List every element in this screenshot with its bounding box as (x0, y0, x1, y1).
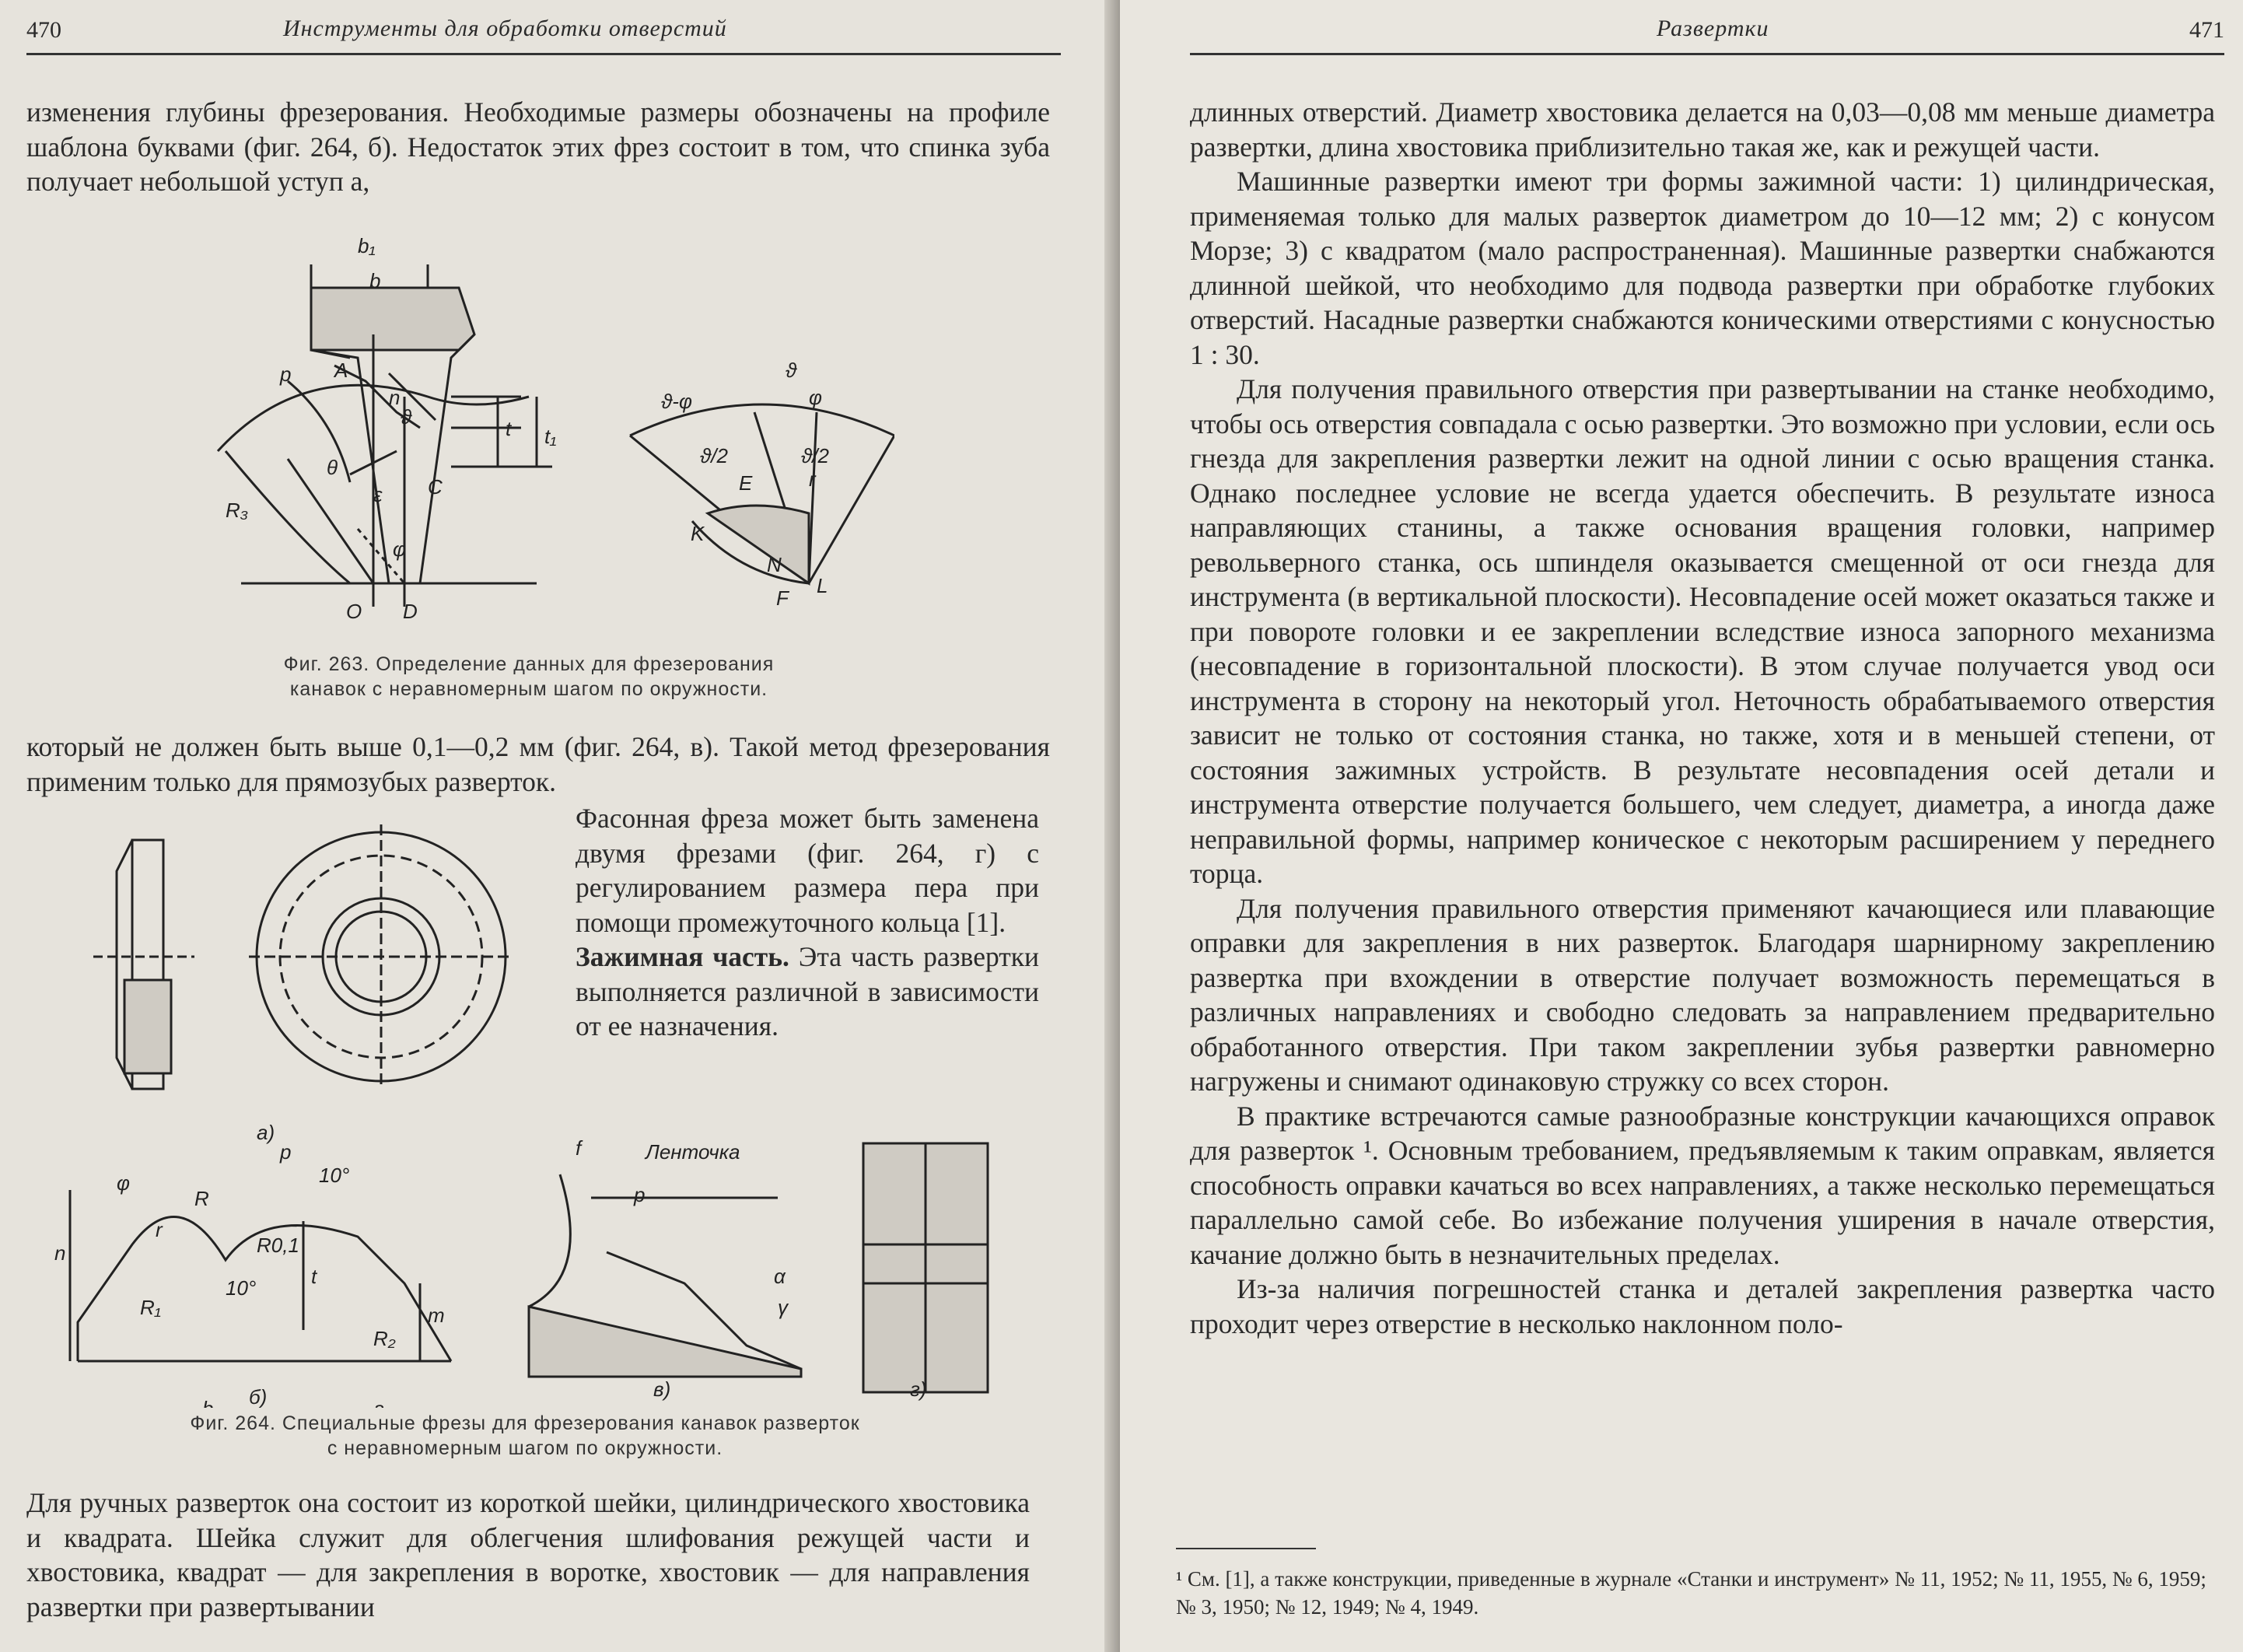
figure-264-bvg (47, 1128, 1058, 1408)
fig263-label-t: t (506, 417, 512, 440)
left-paragraph-1: изменения глубины фрезерования. Необходимые размеры обозначены на профиле шаблона буквами (фиг. 264, б). Недостаток этих фрез состоит в том, что спинка зуба получает небольшой уступ а, (26, 96, 1050, 197)
figure-263-caption: Фиг. 263. Определение данных для фрезерования канавок с неравномерным шагом по окружности. (283, 653, 775, 700)
fig264-label-v: в) (653, 1377, 671, 1401)
fig263-label-r-half1: ϑ/2 (700, 444, 728, 467)
fig263-label-theta2: ϑ (401, 405, 412, 429)
fig263-label-O: O (346, 600, 362, 622)
left-paragraph-3: Фасонная фреза может быть заменена двумя фрезами (фиг. 264, г) с регулированием размера пера при помощи промежуточного кольца [1]. Зажимная часть. Эта часть развертки выполняется различной в зависимости от ее назначения. (576, 801, 1039, 1044)
left-page-number: 470 (26, 17, 61, 43)
fig263-label-eps: ε (373, 483, 383, 506)
fig264-label-phi: φ (117, 1171, 130, 1195)
fig264-label-r: r (156, 1218, 163, 1241)
fig264-label-R01: R0,1 (257, 1234, 299, 1257)
right-page-header (1190, 6, 2224, 55)
fig264-label-g: г) (910, 1377, 927, 1401)
fig264-label-alpha: α (774, 1265, 786, 1288)
figure-263-drawing (194, 218, 894, 622)
right-paragraph-4: Для получения правильного отверстия применяют качающиеся или плавающие оправки для закрепления в них разверток. Благодаря шарнирному закреплению развертка при вхождении в отверстие получает возможность перемещаться в различных направлениях и свободно следовать за направлением предварительно обработанного отверстия. При таком закреплении зубья развертки равномерно нагружены и снимают одинаковую стружку со всех сторон. (1190, 892, 2215, 1097)
right-paragraph-5: В практике встречаются самые разнообразные конструкции качающихся оправок для разверток ¹. Основным требованием, предъявляемым к таким оправкам, является способность оправки качаться во всех направлениях, а также несколько перемещаться параллельно самой себе. Во избежание получения уширения в начале отверстия, качание должно быть в незначительных пределах. (1190, 1100, 2215, 1270)
fig264-label-adim (373, 1397, 384, 1408)
clamping-part-paragraph: Зажимная часть. Эта часть развертки выполняется различной в зависимости от ее назначения. (576, 941, 1040, 1041)
right-paragraph-1: длинных отверстий. Диаметр хвостовика делается на 0,03—0,08 мм меньше диаметра развертки, длина хвостовика приблизительно такая же, как и режущей части. (1190, 96, 2215, 163)
fig263-label-theta: θ (327, 456, 338, 479)
fig263-label-N: N (767, 553, 782, 576)
right-paragraph-3: Для получения правильного отверстия при развертывании на станке необходимо, чтобы ось отверстия совпадала с осью развертки. Это возможно при условии, если ось гнезда для закрепления развертки лежит на одной линии с осью вращения станка. Однако последнее условие не всегда удается обеспечить. В результате износа направляющих станины, а также основания вращения головки, например револьверного станка, ось шпинделя оказывается смещенной от оси гнезда для инструмента (в вертикальной плоскости). Несовпадение осей может оказаться также и при повороте головки и ее закреплении вследствие износа запорного механизма (несовпадение в горизонтальной плоскости). В этом случае получается увод оси инструмента в сторону на некоторый угол. Неточность обрабатываемого отверстия зависит не только от состояния станка, но также, хотя и в меньшей степени, от состояния зажимных устройств. В результате несовпадения осей детали и инструмента отверстие получается большего, чем следует, диаметра, а иногда даже неправильной формы, например коническое с некоторым расширением у переднего торца. (1190, 373, 2215, 889)
fig264-label-f: f (576, 1136, 582, 1160)
left-running-title: Инструменты для обработки отверстий (283, 16, 727, 41)
fig264-label-ten2: 10° (226, 1276, 257, 1300)
fig263-label-F: F (776, 586, 789, 610)
fig263-label-A: A (334, 359, 348, 382)
fig263-label-K: K (691, 522, 705, 545)
fig264-label-t: t (311, 1265, 317, 1288)
footnote: ¹ См. [1], а также конструкции, приведенные в журнале «Станки и инструмент» № 11, 1952; № 11, 1955, № 6, 1959; № 3, 1950; № 12, 1949; № 4, 1949. (1176, 1567, 2206, 1619)
fig263-label-n: n (389, 386, 401, 409)
left-paragraph-2: который не должен быть выше 0,1—0,2 мм (фиг. 264, в). Такой метод фрезерования применим только для прямозубых разверток. (26, 731, 1050, 797)
fig264-label-p-v: p (634, 1183, 646, 1206)
right-page-body (1190, 95, 2215, 1341)
fig264-label-R2: R₂ (373, 1327, 396, 1350)
fig263-label-L: L (817, 574, 828, 597)
figure-263 (194, 218, 894, 622)
fig264-label-p: p (280, 1140, 292, 1164)
fig264-label-m: m (428, 1304, 445, 1327)
figure-264-caption: Фиг. 264. Специальные фрезы для фрезерования канавок разверток с неравномерным шагом по окружности. (190, 1412, 860, 1459)
fig263-label-R3: R₃ (226, 499, 249, 522)
fig264-label-lentochka: Ленточка (646, 1140, 740, 1164)
left-page-header (26, 6, 1061, 55)
fig264-label-R: R (194, 1187, 209, 1210)
fig264-label-bdim (202, 1397, 213, 1408)
fig263-label-r-theta-phi: ϑ-φ (661, 390, 692, 413)
figure-264-a (78, 824, 513, 1151)
fig263-label-r: r (809, 467, 816, 491)
fig263-label-r-theta: ϑ (786, 359, 797, 382)
fig263-label-E: E (739, 471, 753, 495)
right-paragraph-2: Машинные развертки имеют три формы зажимной части: 1) цилиндрическая, применяемая только для малых разверток диаметром до 10—12 мм; 2) с конусом Морзе; 3) с квадратом (мало распространенная). Машинные развертки снабжаются длинной шейкой, что необходимо для подвода развертки при обработке глубоких отверстий. Насадные развертки снабжаются коническими отверстиями с конусностью 1 : 30. (1190, 166, 2215, 370)
fig263-label-t1: t₁ (544, 425, 557, 448)
fig263-label-D: D (403, 600, 418, 622)
footnote-rule (1176, 1548, 1316, 1549)
right-page (1120, 0, 2243, 1652)
fig264-label-b: б) (249, 1385, 268, 1408)
figure-264-a-drawing (78, 824, 513, 1151)
fig263-label-r-half2: ϑ/2 (801, 444, 829, 467)
figure-264-bvg-drawing (47, 1128, 1058, 1408)
fig263-label-p: p (280, 362, 292, 386)
left-paragraph-5: Для ручных разверток она состоит из короткой шейки, цилиндрического хвостовика и квадрата. Шейка служит для облегчения шлифования режущей части и хвостовика, квадрат — для закрепления в воротке, хвостовик — для направления развертки при развертывании (26, 1487, 1030, 1622)
right-page-number: 471 (2189, 17, 2224, 43)
fig263-label-r-phi: φ (809, 386, 822, 409)
fig263-label-phi: φ (393, 537, 406, 561)
fig264-label-gamma: γ (778, 1296, 788, 1319)
fig264-label-a: а) (257, 1121, 275, 1144)
fig263-label-b: b (369, 269, 381, 292)
fig264-label-R1: R₁ (140, 1296, 161, 1319)
right-paragraph-6: Из-за наличия погрешностей станка и деталей закрепления развертка часто проходит через отверстие в несколько наклонном поло- (1190, 1273, 2215, 1339)
fig263-label-b1: b₁ (358, 234, 376, 257)
right-running-title: Развертки (1657, 16, 1769, 41)
fig263-label-C: C (428, 475, 443, 499)
left-page (0, 0, 1112, 1652)
fig264-label-ten: 10° (319, 1164, 350, 1187)
fig264-label-n: n (54, 1241, 66, 1265)
